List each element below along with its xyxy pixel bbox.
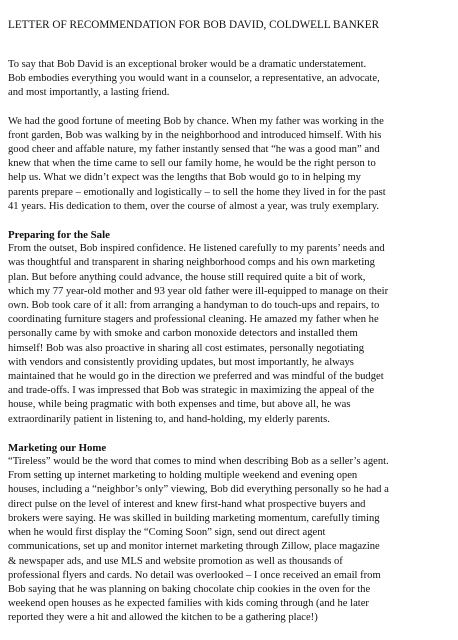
letter-title: LETTER OF RECOMMENDATION FOR BOB DAVID, COLDWELL BANKER — [8, 19, 380, 31]
text-line: To say that Bob David is an exceptional broker would be a dramatic understatement. — [8, 59, 367, 70]
text-line: professional flyers and cards. No detail was overlooked – I once received an email from — [8, 569, 381, 581]
text-line: From the outset, Bob inspired confidence. He listened carefully to my parents’ needs and — [8, 243, 385, 255]
section-paragraph — [8, 242, 452, 427]
text-line: “Tireless” would be the word that comes to mind when describing Bob as a seller’s agent. — [8, 456, 389, 468]
text-line: extraordinarily patient in listening to, and hand-holding, my elderly parents. — [8, 413, 330, 425]
text-line: and most importantly, a lasting friend. — [8, 87, 170, 99]
text-line: coordinating furniture stagers and professional cleaning. He amazed my father when he — [8, 314, 379, 326]
text-line: From setting up internet marketing to holding multiple weekend and evening open — [8, 470, 358, 482]
text-line: brokers were saying. He was skilled in building marketing momentum, carefully timing — [8, 512, 380, 524]
text-line: knew that when the time came to sell our family home, he would be the right person to — [8, 158, 376, 170]
text-line: own. Bob took care of it all: from arranging a handyman to do touch-ups and repairs, to — [8, 300, 380, 312]
section-paragraph — [8, 455, 452, 625]
text-line: & newspaper ads, and use MLS and website promotion as well as thousands of — [8, 555, 343, 567]
text-line: reported they were a hit and allowed the kitchen to be a gathering place!) — [8, 612, 318, 624]
text-line: plan. But before anything could advance, the house still required quite a bit of work, — [8, 271, 366, 283]
text-line: himself! Bob was also proactive in sharing all cost estimates, personally negotiating — [8, 342, 364, 354]
text-line: weekend open houses as he expected families with kids coming through (and he later — [8, 598, 369, 610]
section-heading: Marketing our Home — [8, 441, 107, 454]
intro-paragraph — [8, 58, 452, 101]
text-line: direct pulse on the level of interest and knew first-hand what prospective buyers and — [8, 498, 366, 510]
text-line: help us. What we didn’t expect was the lengths that Bob would go to in helping my — [8, 172, 361, 184]
section-marketing-our-home — [8, 441, 452, 626]
text-line: good cheer and affable nature, my father instantly sensed that “he was a good man” and — [8, 144, 380, 156]
text-line: when he would first display the “Coming Soon” sign, send out direct agent — [8, 527, 326, 539]
text-line: parents prepare – emotionally and logistically – to sell the home they lived in for the past — [8, 186, 386, 198]
text-line: house, while being pragmatic with both expenses and time, but above all, he was — [8, 399, 351, 411]
text-line: maintained that he would go in the direction we preferred and was mindful of the budget — [8, 371, 384, 383]
text-line: We had the good fortune of meeting Bob by chance. When my father was working in the — [8, 115, 384, 127]
text-line: Bob saying that he was planning on baking chocolate chip cookies in the oven for the — [8, 583, 371, 595]
text-line: which my 77 year-old mother and 93 year old father were ill-equipped to manage on their — [8, 285, 389, 297]
text-line: houses, including a “neighbor’s only” viewing, Bob did everything personally so he had a — [8, 484, 389, 496]
text-line: personally came by with smoke and carbon monoxide detectors and installed them — [8, 328, 358, 340]
meeting-paragraph — [8, 115, 452, 214]
text-line: with vendors and consistently providing updates, but most importantly, he always — [8, 356, 354, 368]
text-line: communications, set up and monitor internet marketing through Zillow, place magazine — [8, 541, 380, 553]
section-preparing-for-sale — [8, 228, 452, 427]
text-line: was thoughtful and transparent in sharing neighborhood comps and his own marketing — [8, 257, 375, 269]
text-line: front garden, Bob was walking by in the neighborhood and introduced himself. With his — [8, 129, 382, 141]
section-heading: Preparing for the Sale — [8, 229, 110, 242]
text-line: 41 years. His dedication to them, over the course of almost a year, was truly exemplary. — [8, 200, 380, 212]
text-line: and trade-offs. I was impressed that Bob was strategic in maximizing the appeal of the — [8, 385, 375, 397]
text-line: Bob embodies everything you would want in a counselor, a representative, an advocate, — [8, 73, 380, 85]
